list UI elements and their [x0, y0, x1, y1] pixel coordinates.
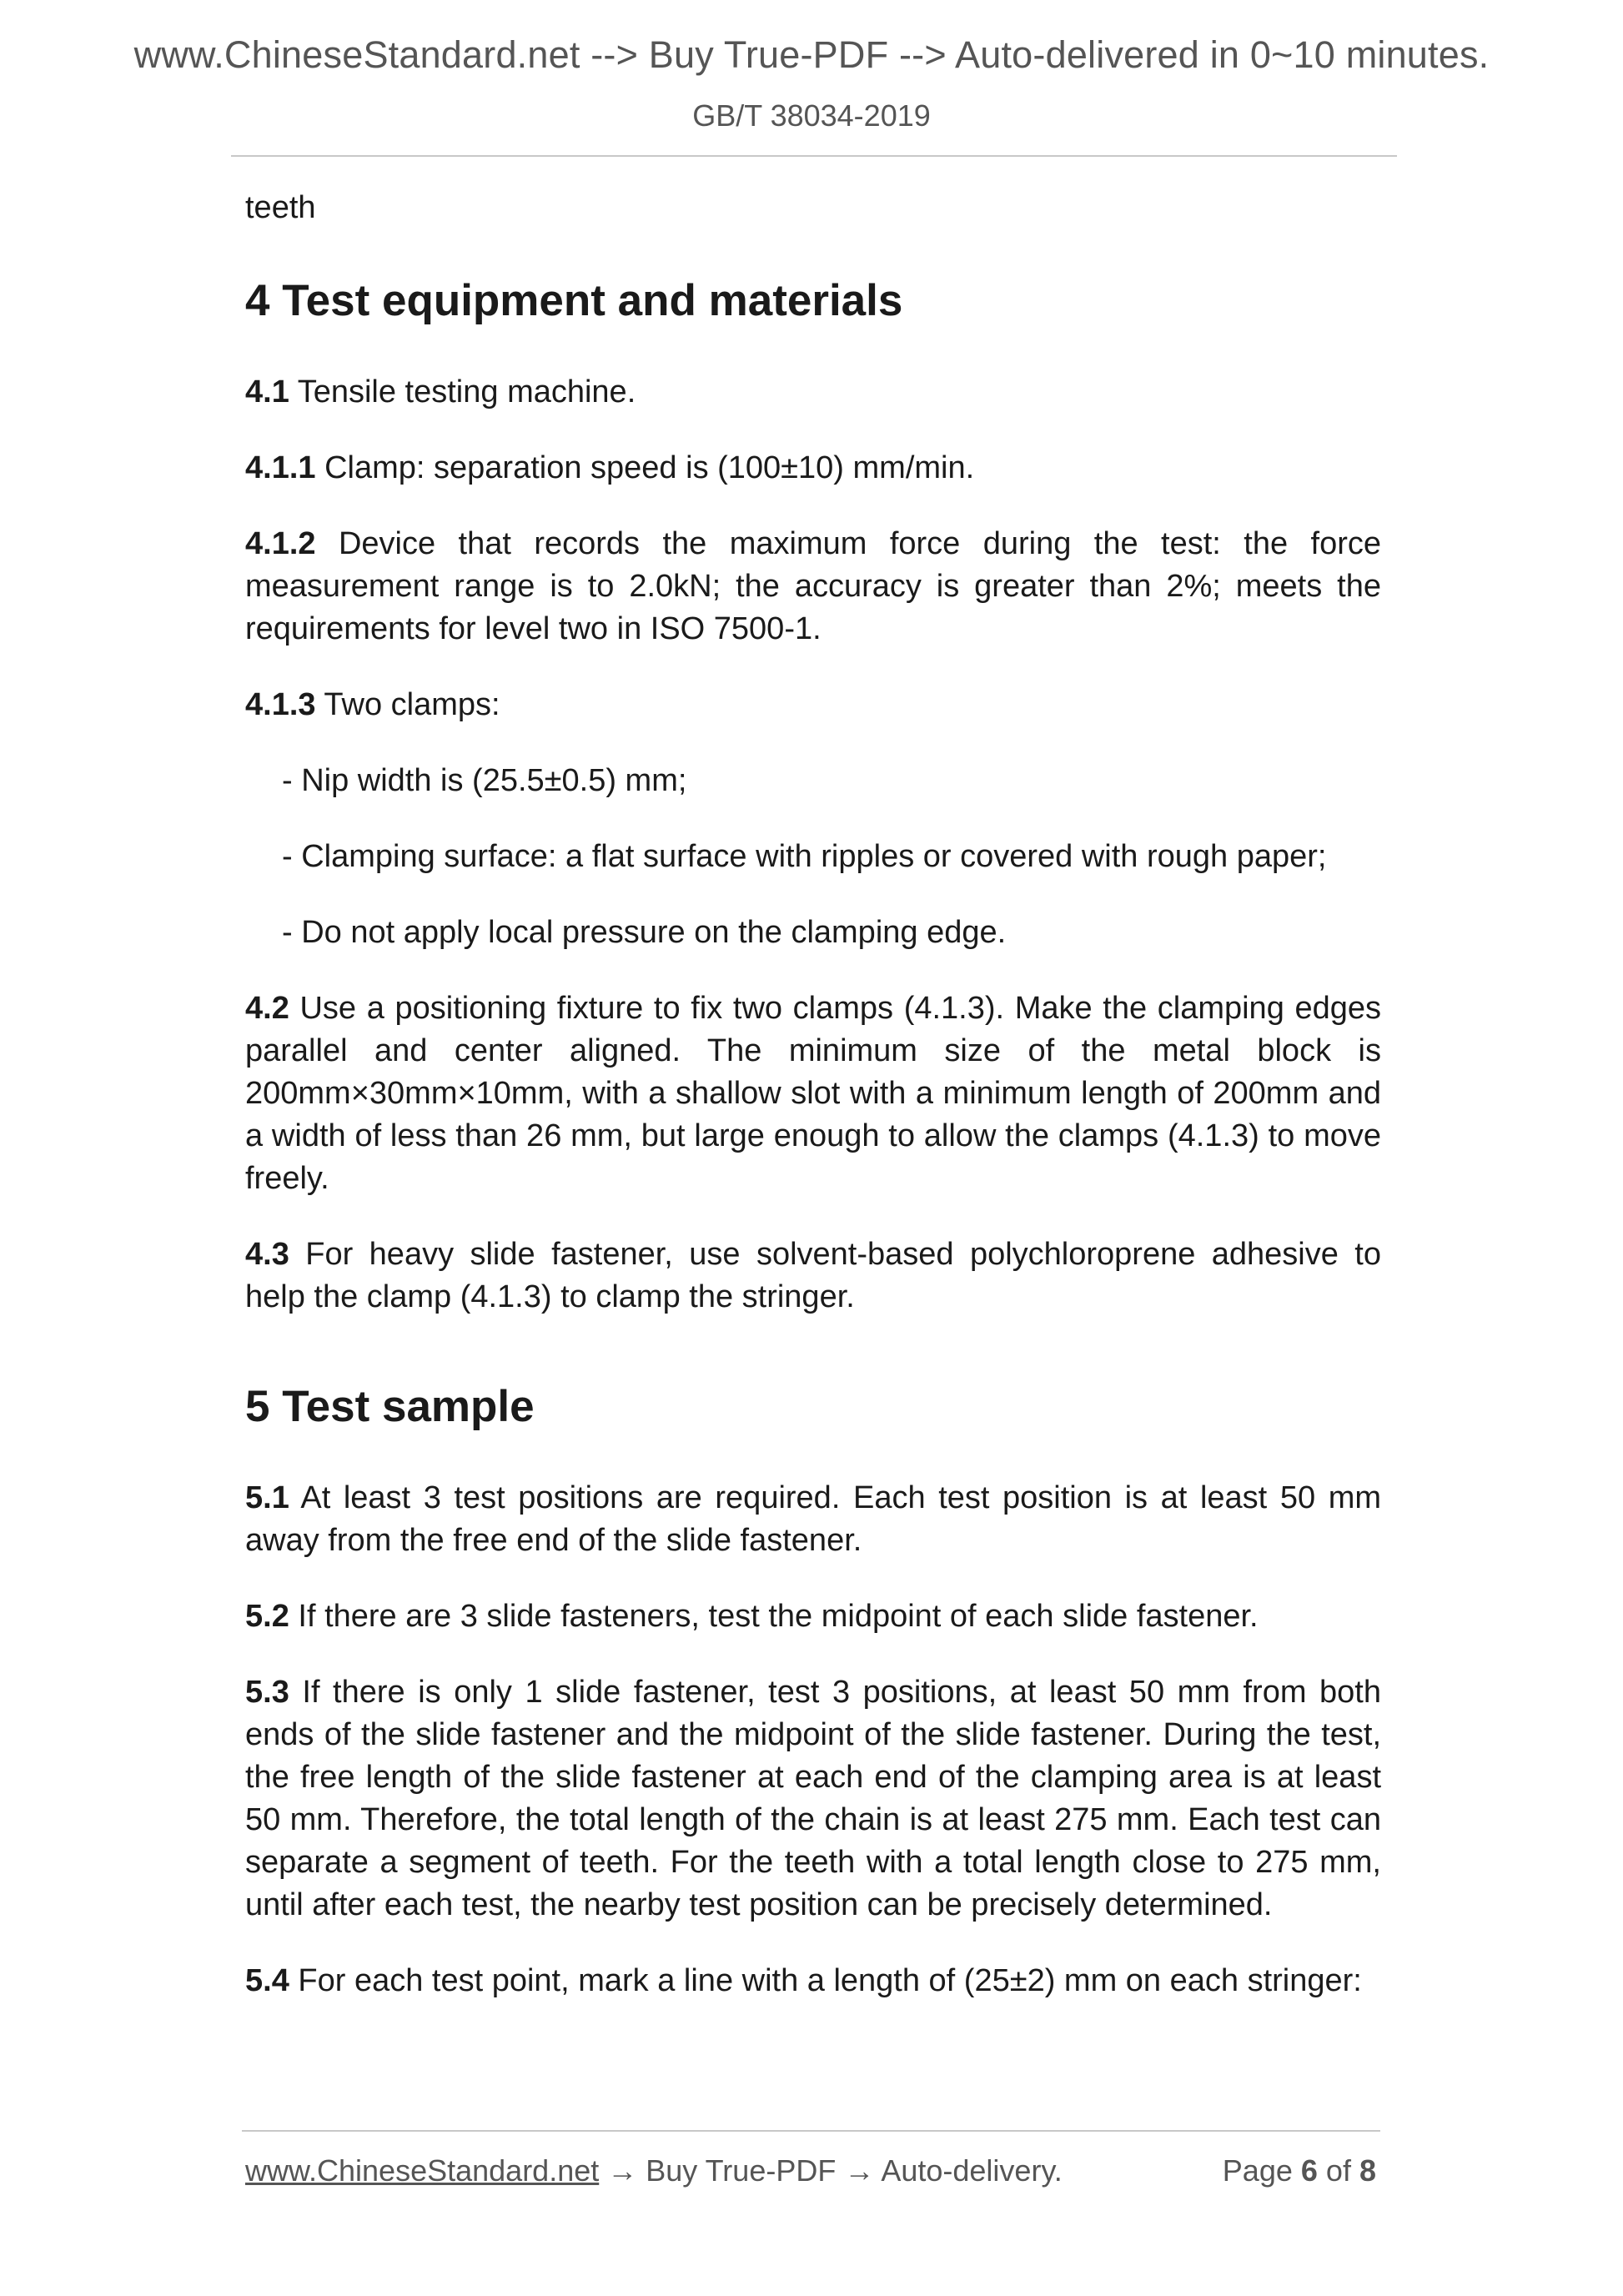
clause-text: If there are 3 slide fasteners, test the midpoint of each slide fastener. — [298, 1599, 1259, 1634]
standard-code: GB/T 38034-2019 — [692, 98, 931, 133]
clause-text: At least 3 test positions are required. Each test position is at least 50 mm away from the free end of the slide fastener. — [245, 1480, 1381, 1558]
page-total: 8 — [1359, 2153, 1376, 2188]
footer-promo — [245, 2153, 1063, 2188]
clause-5-2 — [245, 1595, 1381, 1638]
clause-text: Tensile testing machine. — [297, 374, 636, 409]
clause-number: 5.2 — [245, 1599, 289, 1634]
page-of: of — [1325, 2153, 1351, 2188]
list-item: - Nip width is (25.5±0.5) mm; — [282, 763, 687, 798]
clause-number: 4.1 — [245, 374, 289, 409]
clause-text: For heavy slide fastener, use solvent-based polychloroprene adhesive to help the clamp (4.1.3) to clamp the stringer. — [245, 1237, 1381, 1314]
clause-4-1-3 — [245, 684, 1381, 726]
clause-text: Device that records the maximum force during the test: the force measurement range is to 2.0kN; the accuracy is greater than 2%; meets the requirements for level two in ISO 7500-1. — [245, 526, 1382, 646]
clause-4-1 — [245, 371, 1381, 414]
clause-number: 4.1.1 — [245, 450, 316, 485]
clause-number: 5.1 — [245, 1480, 289, 1515]
clause-4-3 — [245, 1233, 1381, 1319]
header-divider — [231, 155, 1397, 157]
site-link[interactable]: www.ChineseStandard.net — [245, 2153, 600, 2188]
clause-number: 4.1.3 — [245, 687, 316, 722]
section-5-heading: 5 Test sample — [245, 1382, 535, 1431]
page-current: 6 — [1300, 2153, 1318, 2188]
clause-text: Use a positioning fixture to fix two clamps (4.1.3). Make the clamping edges parallel and center aligned. The minimum size of the metal block is 200mm×30mm×10mm, with a shallow slot with a minimum length of 200mm and a width of less than 26 mm, but large enough to allow the clamps (4.1.3) to move freely. — [245, 991, 1382, 1196]
clause-text: Clamp: separation speed is (100±10) mm/min. — [324, 450, 975, 485]
page-label: Page — [1222, 2153, 1293, 2188]
clause-text: Two clamps: — [324, 687, 500, 722]
list-item: - Do not apply local pressure on the clamping edge. — [282, 915, 1007, 950]
clause-number: 4.2 — [245, 991, 289, 1026]
clause-5-1 — [245, 1477, 1381, 1562]
footer-tagline: → Buy True-PDF → Auto-delivery. — [607, 2153, 1063, 2188]
clause-number: 4.1.2 — [245, 526, 316, 561]
clause-number: 5.4 — [245, 1963, 289, 1998]
clause-4-1-2 — [245, 523, 1381, 651]
clause-number: 5.3 — [245, 1675, 289, 1710]
clause-5-4 — [245, 1960, 1381, 2002]
list-item: - Clamping surface: a flat surface with ripples or covered with rough paper; — [282, 839, 1327, 874]
page-number — [1223, 2153, 1376, 2188]
clause-text: If there is only 1 slide fastener, test 3 positions, at least 50 mm from both ends of the slide fastener and the midpoint of the slide fastener. During the test, the free length of the slide fastener at each end of the clamping area is at least 50 mm. Therefore, the total length of the chain is at least 275 mm. Each test can separate a segment of teeth. For the teeth with a total length close to 275 mm, until after each test, the nearby test position can be precisely determined. — [245, 1675, 1381, 1922]
continuation-text: teeth — [245, 190, 316, 225]
clause-text: For each test point, mark a line with a length of (25±2) mm on each stringer: — [298, 1963, 1362, 1998]
document-body — [245, 187, 1381, 2036]
clause-number: 4.3 — [245, 1237, 289, 1272]
clause-5-3 — [245, 1671, 1381, 1927]
clause-4-1-1 — [245, 447, 1381, 490]
site-banner: www.ChineseStandard.net --> Buy True-PDF --> Auto-delivered in 0~10 minutes. — [133, 33, 1490, 76]
footer-divider — [242, 2130, 1380, 2132]
section-4-heading: 4 Test equipment and materials — [245, 276, 903, 325]
clause-4-2 — [245, 987, 1381, 1200]
